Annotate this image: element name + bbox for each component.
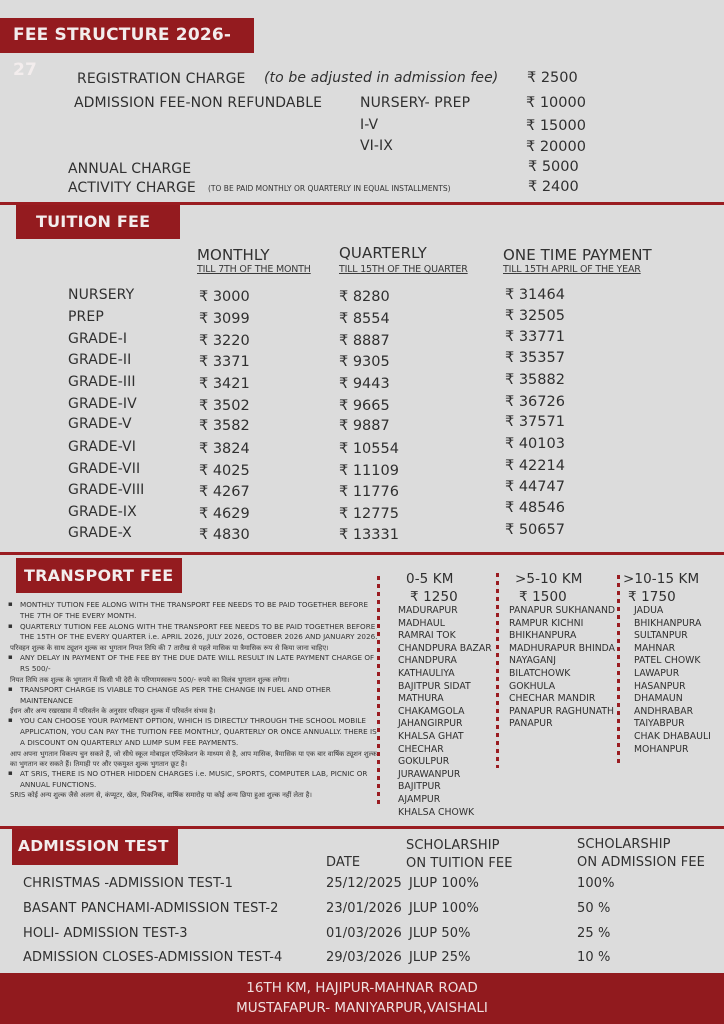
monthly-fee: ₹ 3099: [199, 311, 250, 327]
zone-places: [509, 605, 615, 731]
grade-label: GRADE-II: [68, 352, 132, 368]
transport-note: [6, 685, 378, 717]
activity-charge-label: ACTIVITY CHARGE: [68, 180, 196, 196]
onetime-fee: ₹ 36726: [505, 394, 565, 410]
grade-label: GRADE-VIII: [68, 482, 145, 498]
transport-notes: [6, 600, 378, 800]
header-tuition-scholarship: SCHOLARSHIP: [406, 838, 500, 853]
monthly-fee: ₹ 4025: [199, 463, 250, 479]
admission-scholarship: 25 %: [577, 926, 611, 941]
activity-charge-amount: ₹ 2400: [528, 179, 579, 195]
grade-label: NURSERY: [68, 287, 135, 303]
place-item: CHANDPURA BAZAR: [398, 642, 492, 654]
note-english: ▪ QUARTERLY TUTION FEE ALONG WITH THE TRANSPORT FEE NEEDS TO BE PAID TOGETHER BEFORE THE 15TH OF THE EVERY QUARTER i.e. APRIL 2026, JULY 2026, OCTOBER 2026 AND JANUARY 2026.: [20, 621, 378, 642]
header-admission-scholarship: ON ADMISSION FEE: [577, 855, 705, 870]
test-name: ADMISSION CLOSES-ADMISSION TEST-4: [23, 950, 283, 965]
admission-amount: ₹ 10000: [526, 95, 586, 111]
onetime-fee: ₹ 35357: [505, 350, 565, 366]
annual-charge-label: ANNUAL CHARGE: [68, 161, 192, 177]
quarterly-fee: ₹ 9887: [339, 418, 390, 434]
grade-label: GRADE-IX: [68, 504, 137, 520]
note-english: ▪ YOU CAN CHOOSE YOUR PAYMENT OPTION, WHICH IS DIRECTLY THROUGH THE SCHOOL MOBILE APPLICATION, YOU CAN PAY THE TUITION FEE MONTHLY, QUARTERLY OR ONCE ANNUALLY. THERE IS A DISCOUNT ON QUARTERLY AND LUMP SUM FEE PAYMENTS.: [20, 716, 377, 747]
section-divider: [0, 552, 724, 555]
zone-range: >10-15 KM: [623, 571, 700, 587]
transport-fee-title: TRANSPORT FEE: [24, 566, 174, 585]
grade-label: GRADE-VII: [68, 461, 141, 477]
monthly-fee: ₹ 3502: [199, 398, 250, 414]
address-line-1: 16TH KM, HAJIPUR-MAHNAR ROAD: [246, 980, 478, 996]
place-item: GOKULPUR: [398, 756, 450, 768]
footer-address: [0, 973, 724, 1024]
onetime-fee: ₹ 31464: [505, 287, 565, 303]
monthly-fee: ₹ 4830: [199, 527, 250, 543]
place-item: HASANPUR: [634, 680, 686, 692]
zone-divider: [377, 576, 380, 804]
admission-level: NURSERY- PREP: [360, 95, 471, 111]
monthly-fee: ₹ 4267: [199, 484, 250, 500]
place-item: MADHURAPUR BHINDA: [509, 642, 616, 654]
test-name: HOLI- ADMISSION TEST-3: [23, 926, 188, 941]
admission-test-title: ADMISSION TEST: [18, 837, 169, 855]
admission-scholarship: 10 %: [577, 950, 611, 965]
note-hindi: नियत तिथि तक शुल्क के भुगतान में किसी भी देरी के परिणामस्वरूप 500/- रुपये का विलंब भुगतान शुल्क लगेगा।: [10, 675, 290, 684]
registration-label: REGISTRATION CHARGE: [77, 71, 246, 87]
zone-range: >5-10 KM: [515, 571, 583, 587]
monthly-fee: ₹ 3582: [199, 418, 250, 434]
zone-fee: ₹ 1500: [519, 589, 567, 605]
transport-note: [6, 622, 378, 654]
admission-scholarship: 50 %: [577, 901, 611, 916]
onetime-fee: ₹ 44747: [505, 479, 565, 495]
note-hindi: SRIS कोई अन्य शुल्क जैसे अलग से, कंप्यूटर, खेल, पिकनिक, वार्षिक समारोह या कोई अन्य छिपा हुआ शुल्क नहीं लेता है।: [10, 791, 312, 800]
place-item: CHECHAR MANDIR: [509, 693, 596, 705]
monthly-fee: ₹ 3371: [199, 354, 250, 370]
onetime-fee: ₹ 42214: [505, 458, 565, 474]
tuition-fee-title: TUITION FEE: [36, 212, 151, 231]
note-hindi: परिवहन शुल्क के साथ ट्यूशन शुल्क का भुगतान नियत तिथि की 7 तारीख से पहले मासिक या त्रैमासिक रूप से किया जाना चाहिए।: [10, 644, 329, 653]
admission-amount: ₹ 20000: [526, 139, 586, 155]
quarterly-fee: ₹ 9665: [339, 398, 390, 414]
registration-note: (to be adjusted in admission fee): [264, 70, 499, 86]
tuition-scholarship: JLUP 25%: [409, 950, 471, 965]
header-admission-scholarship: SCHOLARSHIP: [577, 837, 671, 852]
transport-note: [6, 716, 378, 768]
column-header-quarterly: QUARTERLY: [339, 244, 427, 262]
transport-fee-banner: [16, 558, 182, 593]
place-item: CHECHAR: [398, 743, 444, 755]
place-item: MADHAUL: [398, 617, 445, 629]
place-item: BHIKHANPURA: [509, 630, 577, 642]
test-name: BASANT PANCHAMI-ADMISSION TEST-2: [23, 901, 279, 916]
admission-fee-label: ADMISSION FEE-NON REFUNDABLE: [74, 95, 323, 111]
place-item: JAHANGIRPUR: [398, 718, 463, 730]
quarterly-fee: ₹ 13331: [339, 527, 399, 543]
tuition-scholarship: JLUP 100%: [409, 876, 479, 891]
header-date: DATE: [326, 855, 361, 870]
place-item: JADUA: [634, 605, 664, 616]
onetime-fee: ₹ 40103: [505, 436, 565, 452]
quarterly-fee: ₹ 10554: [339, 441, 399, 457]
test-date: 29/03/2026: [326, 950, 402, 965]
grade-label: GRADE-I: [68, 331, 128, 347]
place-item: TAIYABPUR: [634, 718, 685, 730]
registration-amount: ₹ 2500: [527, 70, 578, 86]
place-item: MAHNAR: [634, 642, 676, 654]
zone-divider: [496, 573, 499, 768]
place-item: SULTANPUR: [634, 630, 688, 642]
grade-label: GRADE-X: [68, 525, 132, 541]
place-item: BAJITPUR SIDAT: [398, 680, 471, 692]
zone-fee: ₹ 1750: [628, 589, 676, 605]
place-item: MATHURA: [398, 693, 444, 705]
quarterly-fee: ₹ 12775: [339, 506, 399, 522]
place-item: PATEL CHOWK: [634, 655, 701, 667]
admission-amount: ₹ 15000: [526, 118, 586, 134]
column-header-monthly: MONTHLY: [197, 246, 270, 264]
zone-range: 0-5 KM: [406, 571, 454, 587]
admission-level: VI-IX: [360, 138, 393, 154]
place-item: BHIKHANPURA: [634, 617, 702, 629]
column-sub-onetime: TILL 15TH APRIL OF THE YEAR: [503, 264, 641, 275]
header-tuition-scholarship: ON TUITION FEE: [406, 856, 513, 871]
place-item: AJAMPUR: [398, 793, 441, 805]
test-name: CHRISTMAS -ADMISSION TEST-1: [23, 876, 234, 891]
place-item: KHALSA GHAT: [398, 730, 464, 742]
onetime-fee: ₹ 37571: [505, 414, 565, 430]
place-item: CHAKAMGOLA: [398, 705, 465, 717]
column-header-onetime: ONE TIME PAYMENT: [503, 246, 652, 264]
place-item: LAWAPUR: [634, 667, 680, 679]
tuition-scholarship: JLUP 100%: [409, 901, 479, 916]
grade-label: GRADE-III: [68, 374, 136, 390]
place-item: PANAPUR SUKHANAND: [509, 605, 616, 616]
note-english: ▪ MONTHLY TUTION FEE ALONG WITH THE TRANSPORT FEE NEEDS TO BE PAID TOGETHER BEFORE THE 7TH OF THE EVERY MONTH.: [20, 600, 369, 620]
activity-charge-note: (TO BE PAID MONTHLY OR QUARTERLY IN EQUAL INSTALLMENTS): [208, 184, 451, 193]
place-item: PANAPUR RAGHUNATH: [509, 705, 615, 717]
place-item: NAYAGANJ: [509, 655, 557, 667]
note-hindi: आप अपना भुगतान विकल्प चुन सकते हैं, जो सीधे स्कूल मोबाइल एप्लिकेशन के माध्यम से है, आप मासिक, त्रैमासिक या एक बार वार्षिक ट्यूशन शुल्क का भुगतान कर सकते हैं। तिमाही पर और एकमुश्त शुल्क भुगतान छूट है।: [10, 749, 377, 768]
note-english: ▪ ANY DELAY IN PAYMENT OF THE FEE BY THE DUE DATE WILL RESULT IN LATE PAYMENT CHARGE OF RS 500/-: [20, 653, 375, 673]
place-item: MADURAPUR: [398, 605, 458, 616]
admission-test-banner: [12, 829, 178, 865]
onetime-fee: ₹ 48546: [505, 500, 565, 516]
place-item: DHAMAUN: [634, 693, 683, 705]
quarterly-fee: ₹ 9443: [339, 376, 390, 392]
onetime-fee: ₹ 32505: [505, 308, 565, 324]
grade-label: PREP: [68, 309, 104, 325]
note-english: ▪ TRANSPORT CHARGE IS VIABLE TO CHANGE AS PER THE CHANGE IN FUEL AND OTHER MAINTENANCE: [20, 684, 331, 705]
place-item: KATHAULIYA: [398, 667, 455, 679]
grade-label: GRADE-IV: [68, 396, 137, 412]
note-hindi: ईंधन और अन्य रखरखाव में परिवर्तन के अनुसार परिवहन शुल्क में परिवर्तन संभव है।: [10, 707, 216, 716]
quarterly-fee: ₹ 11109: [339, 463, 399, 479]
zone-divider: [617, 575, 620, 765]
monthly-fee: ₹ 3220: [199, 333, 250, 349]
test-date: 23/01/2026: [326, 901, 402, 916]
place-item: CHANDPURA: [398, 655, 457, 667]
monthly-fee: ₹ 3824: [199, 441, 250, 457]
note-english: ▪ AT SRIS, THERE IS NO OTHER HIDDEN CHARGES i.e. MUSIC, SPORTS, COMPUTER LAB, PICNIC OR ANNUAL FUNCTIONS.: [20, 768, 368, 789]
onetime-fee: ₹ 33771: [505, 329, 565, 345]
annual-charge-amount: ₹ 5000: [528, 159, 579, 175]
place-item: RAMRAI TOK: [398, 630, 456, 642]
column-sub-monthly: TILL 7TH OF THE MONTH: [197, 264, 311, 275]
monthly-fee: ₹ 4629: [199, 506, 250, 522]
admission-scholarship: 100%: [577, 876, 615, 891]
place-item: ANDHRABAR: [634, 705, 694, 717]
transport-note: [6, 653, 378, 685]
test-date: 01/03/2026: [326, 926, 402, 941]
zone-places: [634, 605, 711, 756]
column-sub-quarterly: TILL 15TH OF THE QUARTER: [339, 264, 468, 275]
fee-structure-title: FEE STRUCTURE 2026-27: [13, 25, 232, 80]
tuition-scholarship: JLUP 50%: [409, 926, 471, 941]
place-item: BAJITPUR: [398, 781, 441, 793]
admission-level: I-V: [360, 117, 379, 133]
place-item: KHALSA CHOWK: [398, 806, 475, 818]
address-line-2: MUSTAFAPUR- MANIYARPUR,VAISHALI: [236, 1000, 488, 1016]
place-item: RAMPUR KICHNI: [509, 617, 584, 629]
zone-places: [398, 605, 492, 819]
place-item: JURAWANPUR: [398, 768, 461, 780]
zone-fee: ₹ 1250: [410, 589, 458, 605]
quarterly-fee: ₹ 11776: [339, 484, 399, 500]
transport-note: [6, 600, 378, 622]
place-item: BILATCHOWK: [509, 667, 571, 679]
quarterly-fee: ₹ 8280: [339, 289, 390, 305]
onetime-fee: ₹ 50657: [505, 522, 565, 538]
quarterly-fee: ₹ 8554: [339, 311, 390, 327]
monthly-fee: ₹ 3000: [199, 289, 250, 305]
monthly-fee: ₹ 3421: [199, 376, 250, 392]
transport-note: [6, 769, 378, 801]
place-item: PANAPUR: [509, 718, 553, 730]
place-item: CHAK DHABAULI: [634, 730, 711, 742]
grade-label: GRADE-VI: [68, 439, 136, 455]
tuition-fee-banner: [16, 205, 180, 239]
quarterly-fee: ₹ 9305: [339, 354, 390, 370]
onetime-fee: ₹ 35882: [505, 372, 565, 388]
quarterly-fee: ₹ 8887: [339, 333, 390, 349]
place-item: GOKHULA: [509, 680, 556, 692]
grade-label: GRADE-V: [68, 416, 132, 432]
test-date: 25/12/2025: [326, 876, 402, 891]
place-item: MOHANPUR: [634, 743, 689, 755]
